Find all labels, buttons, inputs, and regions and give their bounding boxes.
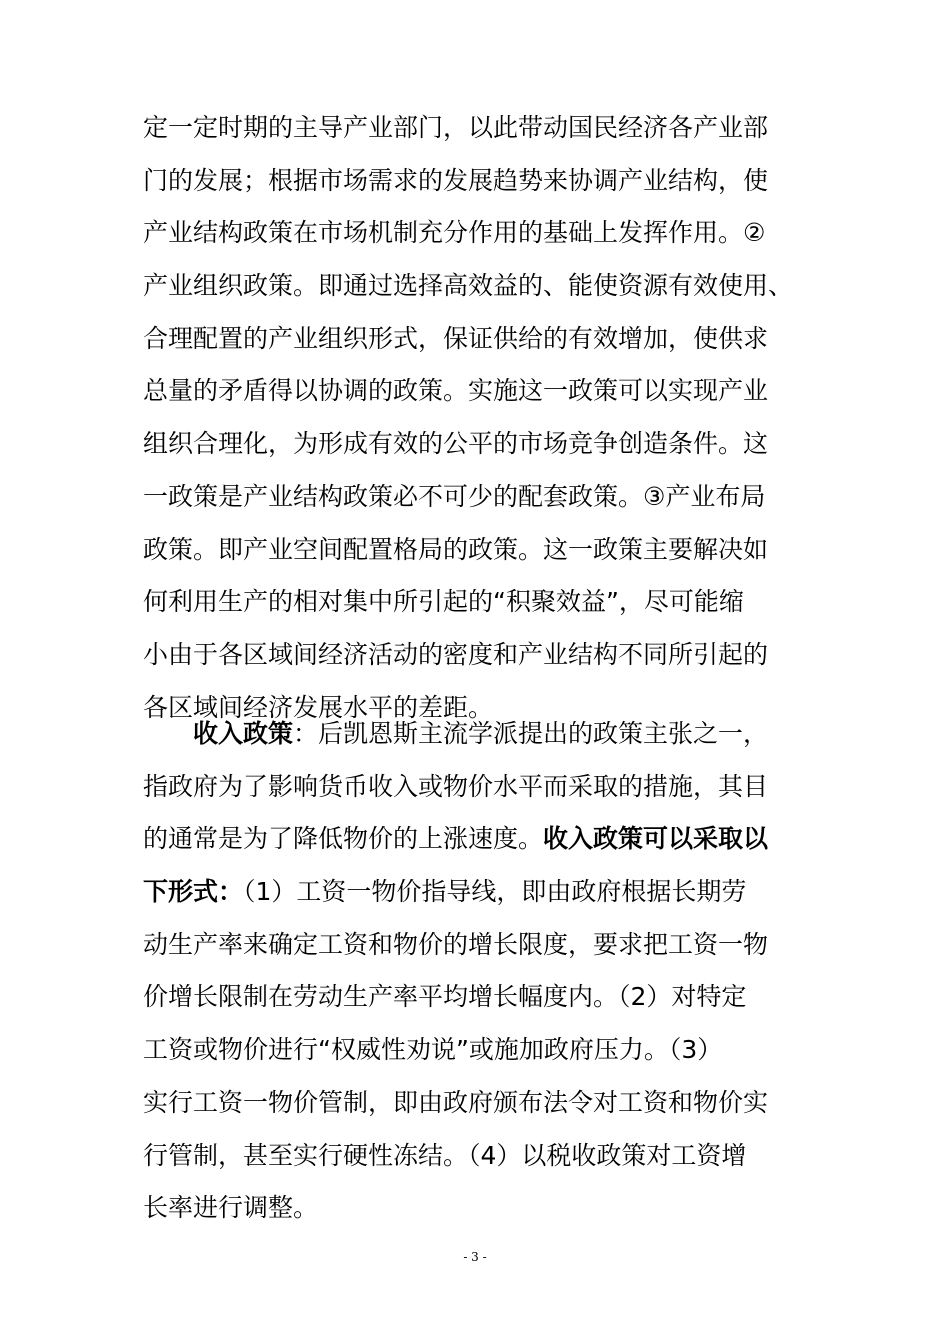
text-line: 何利用生产的相对集中所引起的“积聚效益”，尽可能缩 <box>143 587 744 617</box>
bold-emphasis: 收入政策可以采取以 <box>543 824 769 854</box>
definition-text: 的通常是为了降低物价的上涨速度。 <box>143 824 544 854</box>
text-line: 一政策是产业结构政策必不可少的配套政策。③产业布局 <box>143 481 766 511</box>
text-line: 总量的矛盾得以协调的政策。实施这一政策可以实现产业 <box>143 376 769 406</box>
definition-text: （1）工资一物价指导线，即由政府根据长期劳 <box>243 877 747 907</box>
bold-emphasis: 下形式： <box>143 877 244 907</box>
text-line: 合理配置的产业组织形式，保证供给的有效增加，使供求 <box>143 323 769 353</box>
text-line: 价增长限制在劳动生产率平均增长幅度内。（2）对特定 <box>143 982 747 1012</box>
text-line: 政策。即产业空间配置格局的政策。这一政策主要解决如 <box>143 534 769 564</box>
text-line: 小由于各区域间经济活动的密度和产业结构不同所引起的 <box>143 639 769 669</box>
text-line: 工资或物价进行“权威性劝说”或施加政府压力。（3） <box>143 1035 723 1065</box>
text-line: 组织合理化，为形成有效的公平的市场竞争创造条件。这 <box>143 429 769 459</box>
text-line: 产业组织政策。即通过选择高效益的、能使资源有效使用、 <box>143 271 794 301</box>
text-line: 动生产率来确定工资和物价的增长限度，要求把工资一物 <box>143 929 769 959</box>
paragraph-income-policy <box>143 708 811 1235</box>
text-line: 定一定时期的主导产业部门，以此带动国民经济各产业部 <box>143 113 769 142</box>
text-line: 门的发展；根据市场需求的发展趋势来协调产业结构，使 <box>143 165 769 195</box>
page-number: - 3 - <box>463 1250 487 1264</box>
text-line: 行管制，甚至实行硬性冻结。（4）以税收政策对工资增 <box>143 1140 747 1170</box>
text-line: 各区域间经济发展水平的差距。 <box>143 692 494 722</box>
text-line <box>143 866 811 919</box>
text-line: 指政府为了影响货币收入或物价水平而采取的措施，其目 <box>143 771 769 801</box>
text-line: 长率进行调整。 <box>143 1193 319 1223</box>
definition-text: ：后凯恩斯主流学派提出的政策主张之一， <box>293 719 769 748</box>
text-line <box>143 708 811 761</box>
text-line: 实行工资一物价管制，即由政府颁布法令对工资和物价实 <box>143 1087 769 1117</box>
term-heading: 收入政策 <box>193 719 294 748</box>
paragraph-industrial-policy <box>143 102 811 734</box>
text-line: 产业结构政策在市场机制充分作用的基础上发挥作用。② <box>143 218 766 248</box>
text-line <box>143 813 811 866</box>
